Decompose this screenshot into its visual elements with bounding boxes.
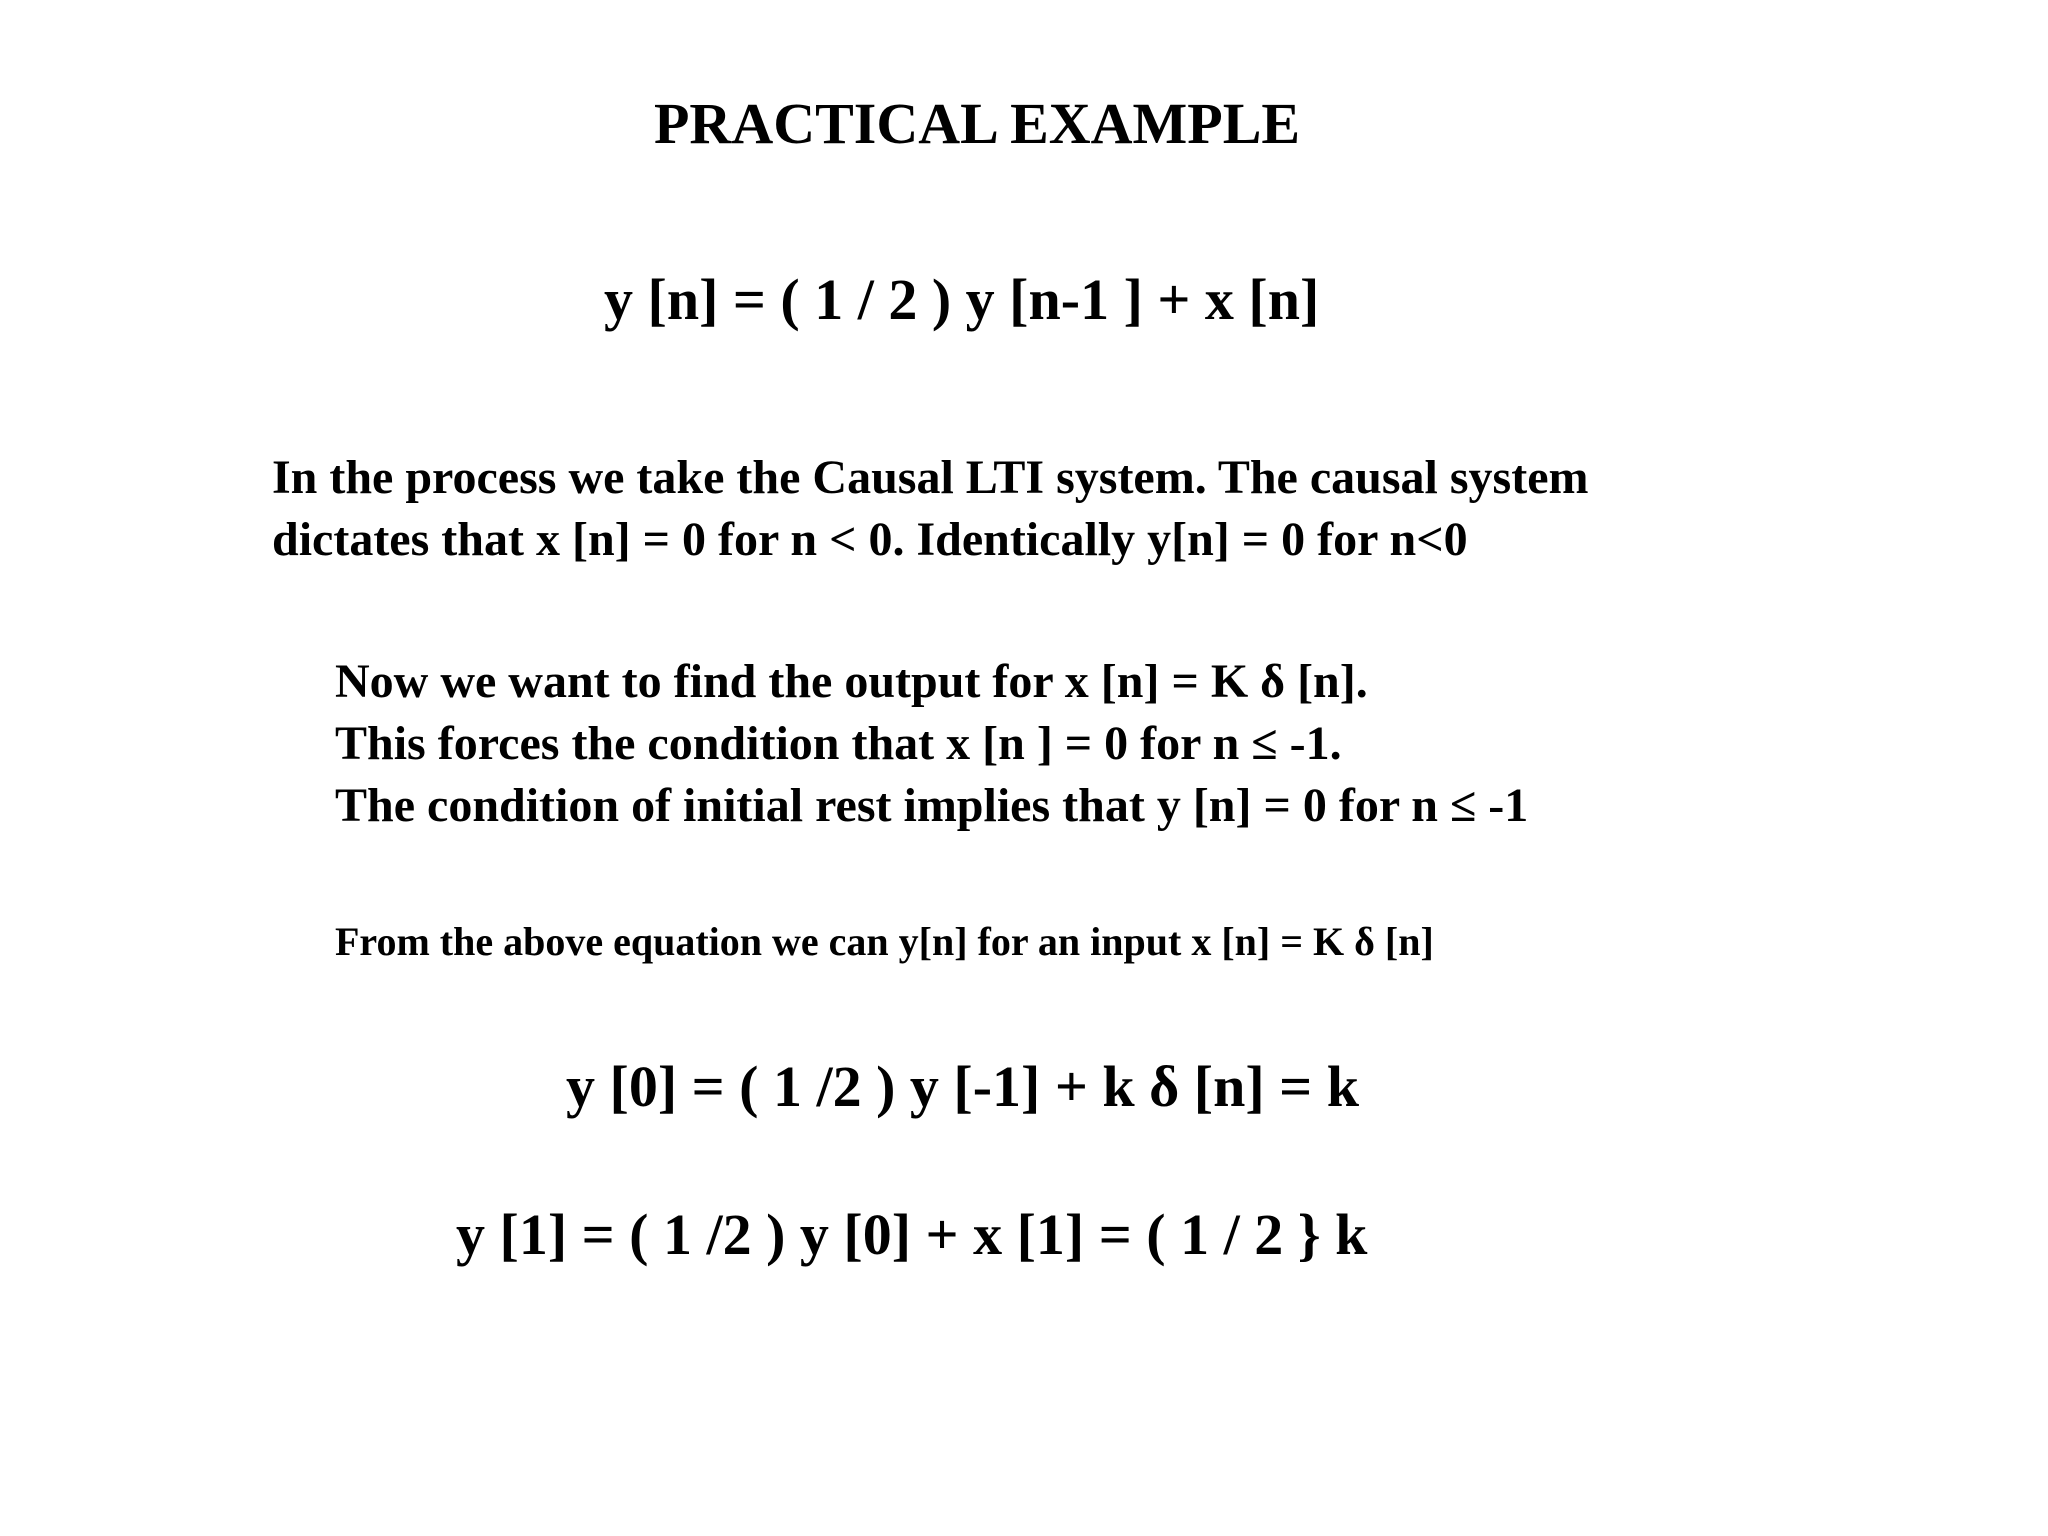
equation-y1: y [1] = ( 1 /2 ) y [0] + x [1] = ( 1 / 2 } k: [456, 1202, 1368, 1267]
from-above-paragraph: From the above equation we can y[n] for an input x [n] = K δ [n]: [335, 919, 1434, 964]
conditions-paragraph-line: This forces the condition that x [n ] = 0 for n ≤ -1.: [335, 717, 1342, 770]
equation-y0: y [0] = ( 1 /2 ) y [-1] + k δ [n] = k: [566, 1054, 1359, 1119]
main-equation: y [n] = ( 1 / 2 ) y [n-1 ] + x [n]: [604, 267, 1320, 332]
causal-system-paragraph: [272, 447, 1589, 571]
conditions-paragraph: [335, 651, 1528, 837]
conditions-paragraph-line: Now we want to find the output for x [n] = K δ [n].: [335, 655, 1368, 708]
conditions-paragraph-line: The condition of initial rest implies that y [n] = 0 for n ≤ -1: [335, 779, 1529, 832]
causal-paragraph-line: In the process we take the Causal LTI system. The causal system: [272, 451, 1589, 504]
causal-paragraph-line: dictates that x [n] = 0 for n < 0. Identically y[n] = 0 for n<0: [272, 513, 1468, 566]
slide-title: PRACTICAL EXAMPLE: [654, 91, 1301, 156]
